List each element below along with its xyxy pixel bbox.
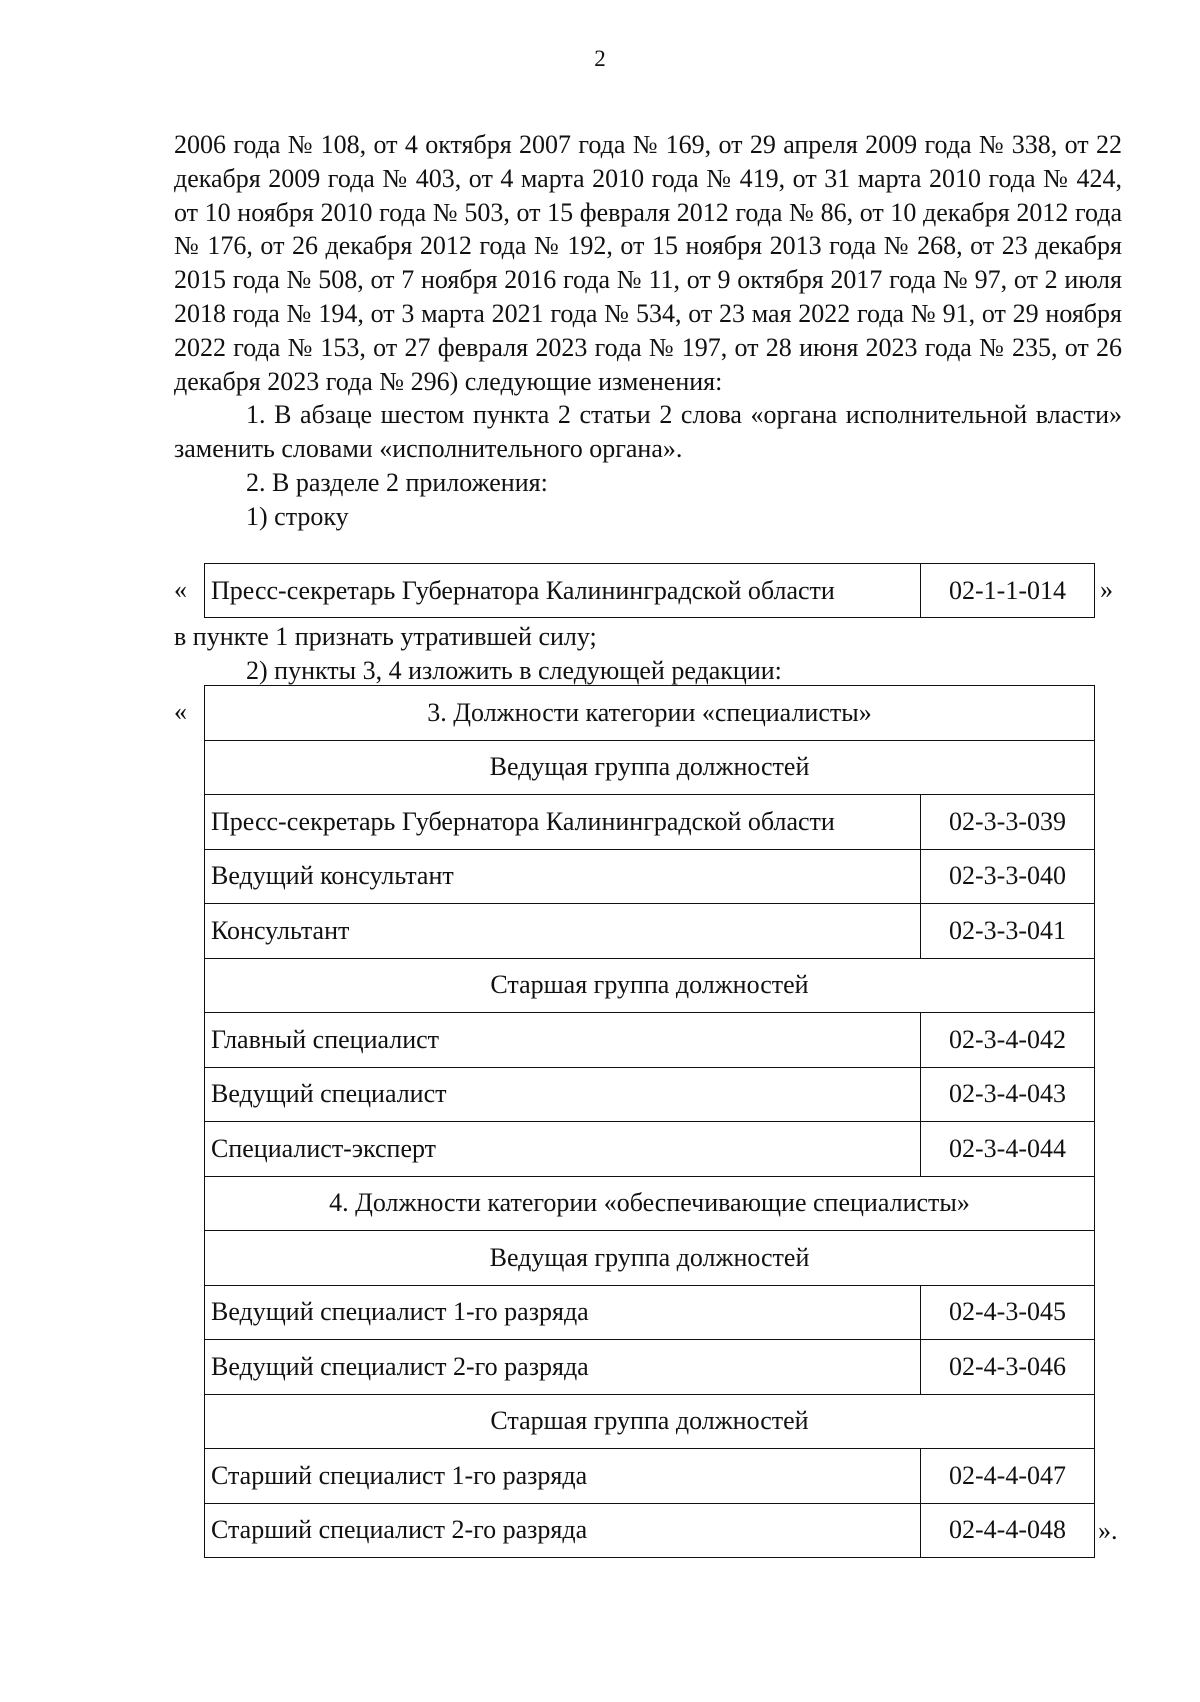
position-code: 02-1-1-014 <box>921 564 1095 618</box>
paragraph-amendment-list: 2006 года № 108, от 4 октября 2007 года № 169, от 29 апреля 2009 года № 338, от 22 декабря 2009 года № 403, от 4 марта 2010 года № 419, от 31 марта 2010 года № 424, от 10 ноября 2010 года № 503, от 15 февраля 2012 года № 86, от 10 декабря 2012 года № 176, от 26 декабря 2012 года № 192, от 15 ноября 2013 года № 268, от 23 декабря 2015 года № 508, от 7 ноября 2016 года № 11, от 9 октября 2017 года № 97, от 2 июля 2018 года № 194, от 3 марта 2021 года № 534, от 23 мая 2022 года № 91, от 29 ноября 2022 года № 153, от 27 февраля 2023 года № 197, от 28 июня 2023 года № 235, от 26 декабря 2023 года № 296) следующие изменения: <box>174 130 1122 396</box>
table-row <box>205 564 1095 618</box>
position-code: 02-3-4-043 <box>921 1067 1095 1122</box>
table-row <box>205 795 1095 850</box>
table-row <box>205 849 1095 904</box>
position-code: 02-4-3-045 <box>921 1285 1095 1340</box>
section-header-cell: Ведущая группа должностей <box>205 1231 1095 1286</box>
position-name: Ведущий специалист 2-го разряда <box>205 1340 921 1395</box>
paragraph-subitem-2: 2) пункты 3, 4 изложить в следующей редакции: <box>246 656 782 685</box>
table-row <box>205 1067 1095 1122</box>
section-header-cell: 3. Должности категории «специалисты» <box>205 686 1095 741</box>
positions-table <box>204 685 1095 1558</box>
table-row <box>205 904 1095 959</box>
open-quote-single-row: « <box>174 575 187 604</box>
table-row <box>205 1340 1095 1395</box>
position-code: 02-3-3-040 <box>921 849 1095 904</box>
table-row <box>205 1122 1095 1177</box>
table-section-header <box>205 1231 1095 1286</box>
position-name: Ведущий консультант <box>205 849 921 904</box>
section-header-cell: Старшая группа должностей <box>205 1394 1095 1449</box>
paragraph-subitem-1: 1) строку <box>246 501 349 531</box>
position-name: Старший специалист 1-го разряда <box>205 1449 921 1504</box>
table-row <box>205 1285 1095 1340</box>
position-name: Главный специалист <box>205 1013 921 1068</box>
position-name: Ведущий специалист 1-го разряда <box>205 1285 921 1340</box>
table-row <box>205 1503 1095 1558</box>
main-text <box>174 128 1122 534</box>
table-row <box>205 1449 1095 1504</box>
table-section-header <box>205 1394 1095 1449</box>
table-section-header <box>205 1176 1095 1231</box>
position-code: 02-3-4-042 <box>921 1013 1095 1068</box>
position-code: 02-4-4-047 <box>921 1449 1095 1504</box>
position-code: 02-3-3-039 <box>921 795 1095 850</box>
position-name: Пресс-секретарь Губернатора Калининградской области <box>205 564 921 618</box>
position-name: Специалист-эксперт <box>205 1122 921 1177</box>
positions-table-body <box>205 686 1095 1558</box>
open-quote-positions-table: « <box>174 697 187 726</box>
position-name: Консультант <box>205 904 921 959</box>
paragraph-item-1: 1. В абзаце шестом пункта 2 статьи 2 слова «органа исполнительной власти» заменить словами «исполнительного органа». <box>174 400 1122 464</box>
section-header-cell: Старшая группа должностей <box>205 958 1095 1013</box>
table-section-header <box>205 740 1095 795</box>
position-name: Пресс-секретарь Губернатора Калининградской области <box>205 795 921 850</box>
paragraph-item-2: 2. В разделе 2 приложения: <box>246 467 548 497</box>
close-quote-single-row: » <box>1100 575 1113 604</box>
table-section-header <box>205 958 1095 1013</box>
table-section-header <box>205 686 1095 741</box>
position-code: 02-4-4-048 <box>921 1503 1095 1558</box>
position-code: 02-3-3-041 <box>921 904 1095 959</box>
section-header-cell: Ведущая группа должностей <box>205 740 1095 795</box>
table-row <box>205 1013 1095 1068</box>
paragraph-invalidate: в пункте 1 признать утратившей силу; <box>174 622 597 651</box>
page-number: 2 <box>594 46 606 71</box>
position-name: Ведущий специалист <box>205 1067 921 1122</box>
position-code: 02-3-4-044 <box>921 1122 1095 1177</box>
position-name: Старший специалист 2-го разряда <box>205 1503 921 1558</box>
section-header-cell: 4. Должности категории «обеспечивающие специалисты» <box>205 1176 1095 1231</box>
single-row-table <box>204 563 1095 618</box>
position-code: 02-4-3-046 <box>921 1340 1095 1395</box>
close-quote-positions-table: ». <box>1098 1516 1118 1545</box>
